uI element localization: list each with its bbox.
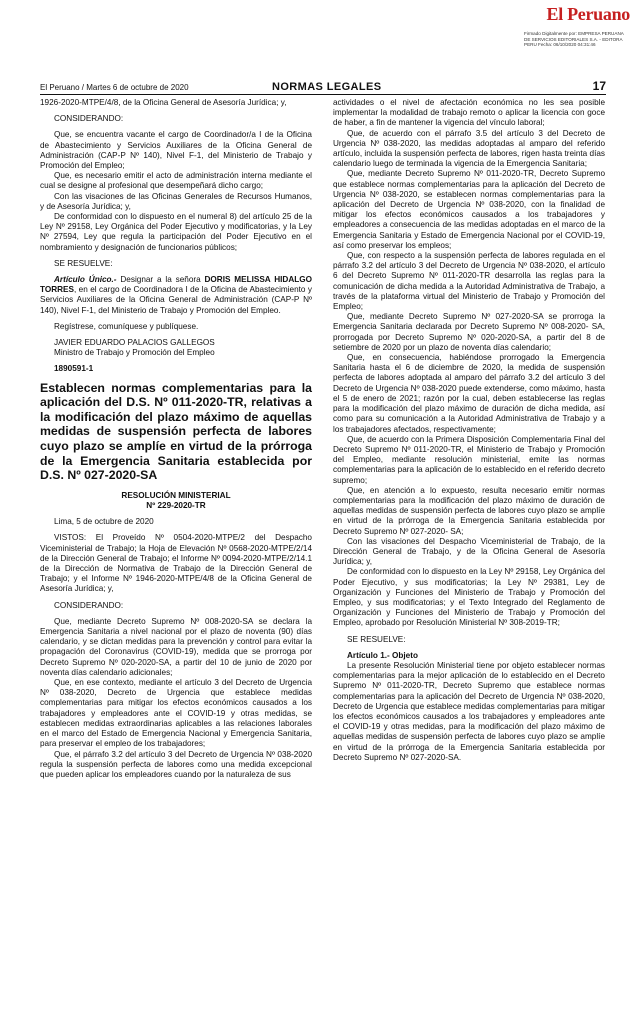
signatory-name: JAVIER EDUARDO PALACIOS GALLEGOS (54, 338, 215, 348)
paragraph: actividades o el nivel de afectación económica no les sea posible implementar la modalidad de trabajo remoto o aplicar la licencia con goce de haber, a fin de mantener la vigencia del vínculo laboral; (333, 98, 605, 128)
paragraph: De conformidad con lo dispuesto en la Ley Nº 29158, Ley Orgánica del Poder Ejecutivo, y sus modificatorias; la Ley Nº 29381, Ley de Organización y Funciones del Ministerio de Trabajo y Promoción del Empleo, y sus modificatorias; y el Texto Integrado del Reglamento de Organización y Funciones del Ministerio de Trabajo y Promoción del Empleo, aprobado por Resolución Ministerial Nº 308-2019-TR; (333, 567, 605, 628)
article-heading (333, 651, 605, 661)
paragraph: Que, en atención a lo expuesto, resulta necesario emitir normas complementarias para la modificación del plazo máximo de duración de aquellas medidas de suspensión perfecta de labores cuyo plazo se amplíe en virtud de la prórroga de la Emergencia Sanitaria establecida por Decreto Supremo Nº 027-2020- SA; (333, 485, 605, 536)
article-text: Designar a la señora (116, 275, 205, 285)
resolution-number: Nº 229-2020-TR (146, 501, 206, 511)
paragraph: Que, en ese contexto, mediante el artículo 3 del Decreto de Urgencia Nº 038-2020, Decreto de Urgencia que establece medidas complementarias para mitigar los efectos económicos causados a los trabajadores y empleadores ante el COVID-19 y otras medidas, se establecen medidas extraordinarias aplicables a las relaciones laborales en el marco del Estado de Emergencia Nacional y Emergencia Sanitaria, para preservar el empleo de los trabajadores; (40, 678, 312, 749)
digital-signature: Firmado Digitalmente por: EMPRESA PERUANA DE SERVICIOS EDITORIALES S.A. - EDITORA PERU Fecha: 06/10/2020 04:31:46 (524, 31, 624, 48)
article-label: Artículo Único.- (54, 275, 117, 285)
right-column (333, 98, 605, 763)
paragraph: Regístrese, comuníquese y publíquese. (54, 321, 199, 331)
article-paragraph (40, 275, 312, 316)
paragraph: Que, es necesario emitir el acto de administración interna mediante el cual se designe al profesional que desempeñará dicho cargo; (40, 171, 312, 191)
article-text: , en el cargo de Coordinadora I de la Oficina de Abastecimiento y Servicios Auxiliares de la Oficina General de Administración (CAP-P Nº 140), Nivel F-1, del Ministerio de Trabajo y Promoción del Empleo. (40, 285, 312, 315)
section-heading: SE RESUELVE: (54, 258, 113, 268)
paragraph: Que, en consecuencia, habiéndose prorrogado la Emergencia Sanitaria hasta el 6 de diciembre de 2020, la medida de suspensión perfecta de labores adoptada al amparo del párrafo 3.2 del artículo 3 del Decreto de Urgencia Nº 038-2020 puede extenderse, como máximo, hasta el 5 de enero de 2021; razón por la cual, deben establecerse las reglas para la modificación del plazo máximo de duración de dicha medida, así como para su comunicación a la Autoridad Administrativa de Trabajo y a los trabajadores afectados, respectivamente; (333, 353, 605, 434)
left-column (40, 98, 312, 780)
section-heading: SE RESUELVE: (347, 634, 406, 644)
paragraph: Que, mediante Decreto Supremo Nº 027-2020-SA se prorroga la Emergencia Sanitaria declarada por Decreto Supremo Nº 008-2020- SA, prorrogada por Decreto Supremo Nº 020-2020-SA, a partir del 8 de setiembre de 2020 por un plazo de noventa días calendario; (333, 312, 605, 352)
section-title: NORMAS LEGALES (272, 81, 382, 93)
paragraph: Que, con respecto a la suspensión perfecta de labores regulada en el párrafo 3.2 del artículo 3 del Decreto de Urgencia Nº 038-2020, el artículo 6 del Decreto Supremo Nº 011-2020-TR desarrolla las reglas para la comunicación de dicha medida a la Autoridad Administrativa de Trabajo, a través de la plataforma virtual del Ministerio de Trabajo y Promoción del Empleo; (333, 251, 605, 312)
norm-title: Establecen normas complementarias para la aplicación del D.S. Nº 011-2020-TR, relativas a la modificación del plazo máximo de aquellas medidas de suspensión perfecta de labores cuyo plazo se amplíe en virtud de la prórroga de la Emergencia Sanitaria establecida por D.S. Nº 027-2020-SA (40, 380, 312, 483)
section-heading: CONSIDERANDO: (54, 600, 124, 610)
running-header (40, 80, 606, 95)
paragraph: Que, de acuerdo con el párrafo 3.5 del artículo 3 del Decreto de Urgencia Nº 038-2020, las medidas adoptadas al amparo del referido artículo, incluida la suspensión perfecta de labores, rigen hasta treinta días calendario luego de terminada la vigencia de la Emergencia Sanitaria; (333, 128, 605, 169)
document-code: 1890591-1 (54, 364, 94, 374)
article-label: Artículo 1.- Objeto (347, 650, 418, 660)
paragraph: Que, mediante Decreto Supremo Nº 008-2020-SA se declara la Emergencia Sanitaria a nivel nacional por el plazo de noventa (90) días calendario, y se dictan medidas para la prevención y control para evitar la propagación del Coronavirus (COVID-19), medida que se prorroga por Decreto Supremo Nº 020-2020-SA, a partir del 10 de junio de 2020 por noventa días calendario adicionales; (40, 616, 312, 677)
paragraph: Con las visaciones de las Oficinas Generales de Recursos Humanos, y de Asesoría Jurídica; y, (40, 191, 312, 211)
paragraph: 1926-2020-MTPE/4/8, de la Oficina General de Asesoría Jurídica; y, (40, 98, 287, 107)
newspaper-logo: El Peruano (546, 4, 630, 24)
section-heading: CONSIDERANDO: (54, 114, 124, 124)
page-number: 17 (592, 79, 606, 93)
paragraph: Con las visaciones del Despacho Viceministerial de Trabajo, de la Dirección General de Trabajo, y de la Oficina General de Asesoría Jurídica; y, (333, 536, 605, 567)
paragraph: VISTOS: El Proveído Nº 0504-2020-MTPE/2 del Despacho Viceministerial de Trabajo; la Hoja de Elevación Nº 0568-2020-MTPE/2/14 de la Dirección General de Trabajo; el Informe Nº 0094-2020-MTPE/2/14.1 de la Dirección de Normativa de Trabajo de la Dirección General de Trabajo; y el Informe Nº 1946-2020-MTPE/4/8 de la Oficina General de Asesoría Jurídica; y, (40, 533, 312, 594)
paragraph: Que, mediante Decreto Supremo Nº 011-2020-TR, Decreto Supremo que establece normas complementarias para la aplicación del Decreto de Urgencia Nº 038-2020, se establecen normas complementarias para la aplicación del Decreto de Urgencia Nº 038-2020, con la finalidad de mitigar los efectos económicos causados a los trabajadores y empleadores a consecuencia de las medidas adoptadas en el marco de la Emergencia Sanitaria y Estado de Emergencia Nacional por el COVID-19, así como preservar los empleos; (333, 169, 605, 250)
paragraph: De conformidad con lo dispuesto en el numeral 8) del artículo 25 de la Ley Nº 29158, Ley Orgánica del Poder Ejecutivo y modificatorias, y la Ley Nº 27594, Ley que regula la participación del Poder Ejecutivo en el nombramiento y designación de funcionarios públicos; (40, 212, 312, 252)
paragraph: Que, se encuentra vacante el cargo de Coordinador/a I de la Oficina de Abastecimiento y Servicios Auxiliares de la Oficina General de Administración (CAP-P Nº 140), Nivel F-1, del Ministerio de Trabajo y Promoción del Empleo; (40, 130, 312, 171)
appointee-name: DORIS MELISSA HIDALGO TORRES (40, 275, 312, 295)
signatory-role: Ministro de Trabajo y Promoción del Empleo (54, 348, 215, 358)
brand-block (490, 4, 630, 48)
resolution-label: RESOLUCIÓN MINISTERIAL (121, 490, 231, 500)
paragraph: Que, de acuerdo con la Primera Disposición Complementaria Final del Decreto Supremo Nº 011-2020-TR, el Ministerio de Trabajo y Promoción del Empleo, mediante resolución ministerial, emite las normas complementarias para la aplicación de lo establecido en el referido decreto supremo; (333, 434, 605, 485)
header-date: El Peruano / Martes 6 de octubre de 2020 (40, 83, 189, 92)
place-date: Lima, 5 de octubre de 2020 (54, 517, 154, 527)
paragraph: La presente Resolución Ministerial tiene por objeto establecer normas complementarias para la mejor aplicación de lo establecido en el Decreto Supremo Nº 011-2020-TR, Decreto Supremo que establece normas complementarias para la aplicación del Decreto de Urgencia Nº 038-2020, Decreto de Urgencia que establece medidas complementarias para mitigar los efectos económicos causados a los trabajadores y empleadores ante el COVID-19 y otras medidas, para la modificación del plazo máximo de aquellas medidas de suspensión perfecta de labores cuyo plazo se amplíe en virtud de la prórroga de la Emergencia Sanitaria establecida por Decreto Supremo Nº 027-2020-SA. (333, 660, 605, 762)
paragraph: Que, el párrafo 3.2 del artículo 3 del Decreto de Urgencia Nº 038-2020 regula la suspensión perfecta de labores como una medida excepcional que pueden aplicar los empleadores cuando por la naturaleza de sus (40, 749, 312, 779)
